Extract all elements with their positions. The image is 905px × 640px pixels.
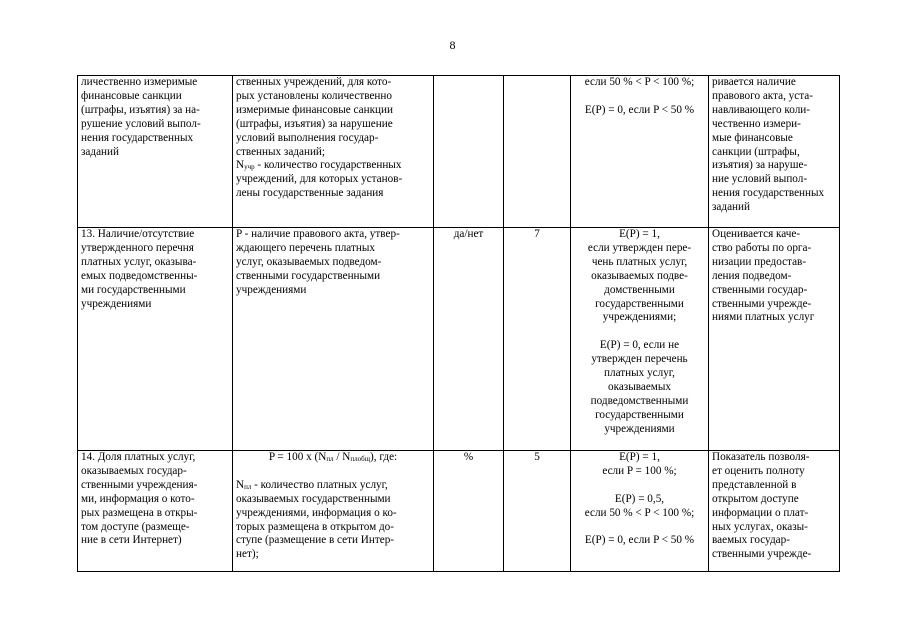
formula-variable: $N_{учр}$ - количество государственных [236, 159, 402, 172]
page-number: 8 [449, 38, 456, 52]
indicators-table [77, 75, 840, 572]
text-line: государственными [595, 408, 684, 421]
evaluation-cell [571, 451, 709, 572]
weight-cell: 5 [504, 451, 571, 572]
text-line: утвержден перечень [591, 353, 688, 366]
text-line: E(P) = 0, если P < 50 % [584, 103, 695, 116]
blank-line [574, 521, 705, 535]
text-line: ми государственными [81, 283, 186, 296]
text-line: нет); [236, 548, 259, 561]
text-line: открытом доступе [712, 492, 799, 505]
text-line: изъятия) за наруше- [712, 159, 808, 172]
text-line: низации предостав- [712, 255, 807, 268]
text-line: заданий [81, 145, 120, 158]
text-line: навливающего коли- [712, 103, 811, 116]
unit-cell: % [434, 451, 504, 572]
text-line: E(P) = 0, если P < 50 % [584, 534, 695, 547]
text-line: рых размещена в откры- [81, 506, 198, 519]
table-row [78, 228, 840, 451]
text-line: ние условий выпол- [712, 173, 808, 186]
text-line: чественно измери- [712, 117, 801, 130]
text-line: торых размещена в открытом до- [236, 520, 395, 533]
comment-cell [709, 451, 840, 572]
weight-cell [504, 76, 571, 228]
text-line: ство работы по орга- [712, 241, 812, 254]
unit-cell: да/нет [434, 228, 504, 451]
blank-line [574, 90, 705, 104]
text-line: рушение условий выпол- [81, 117, 201, 130]
text-line: информации о плат- [712, 506, 809, 519]
text-line: ления подведом- [712, 269, 792, 282]
text-line: представленной в [712, 478, 797, 491]
text-line: ет оценить полноту [712, 464, 805, 477]
text-line: нения государственных [712, 187, 825, 200]
indicator-cell [78, 228, 233, 451]
formula-variable: $N_{пл}$ - количество платных услуг, [236, 478, 388, 491]
blank-line [574, 325, 705, 339]
weight-cell: 7 [504, 228, 571, 451]
text-line: платных услуг, [604, 367, 675, 380]
text-line: ственных заданий; [236, 145, 326, 158]
text-line: ственными учрежде- [712, 548, 812, 561]
text-line: (штрафы, изъятия) за нарушение [236, 117, 393, 130]
indicator-cell [78, 76, 233, 228]
text-line: ждающего перечень платных [236, 241, 375, 254]
text-line: утвержденного перечня [81, 241, 194, 254]
text-line: учреждений, для которых установ- [236, 173, 403, 186]
text-line: (штрафы, изъятия) за на- [81, 103, 200, 116]
text-line: учреждениями [81, 297, 152, 310]
text-line: заданий [712, 201, 751, 214]
text-line: учреждениями [604, 422, 675, 435]
text-line: Оценивается каче- [712, 228, 801, 240]
indicator-cell [78, 451, 233, 572]
evaluation-cell [571, 76, 709, 228]
text-line: личественно измеримые [81, 76, 198, 88]
text-line: ниями платных услуг [712, 311, 815, 324]
text-line: 13. Наличие/отсутствие [81, 228, 195, 240]
text-line: оказываемых подве- [591, 269, 688, 282]
text-line: 14. Доля платных услуг, [81, 451, 196, 463]
text-line: если 50 % < P < 100 %; [584, 76, 695, 88]
text-line: нения государственных [81, 131, 194, 144]
text-line: учреждениями [236, 283, 307, 296]
text-line: ваемых государ- [712, 534, 790, 547]
comment-cell [709, 228, 840, 451]
blank-line [574, 479, 705, 493]
text-line: условий выполнения государ- [236, 131, 379, 144]
table-row [78, 76, 840, 228]
text-line: E(P) = 0,5, [614, 492, 665, 505]
text-line: мые финансовые [712, 131, 793, 144]
text-line: оказываемых [607, 380, 672, 393]
text-line: учреждениями; [602, 311, 677, 324]
text-line: емых подведомственны- [81, 269, 198, 282]
text-line: ственными учреждения- [81, 478, 198, 491]
formula-main: P = 100 x $(N_{пл} / N_{плобщ})$, где: [268, 451, 398, 463]
formula-cell [233, 451, 434, 572]
text-line: ственными государ- [712, 283, 808, 296]
formula-cell [233, 228, 434, 451]
text-line: E(P) = 0, если не [599, 339, 680, 352]
text-line: том доступе (размеще- [81, 520, 190, 533]
text-line: санкции (штрафы, [712, 145, 800, 158]
comment-cell [709, 76, 840, 228]
evaluation-cell [571, 228, 709, 451]
text-line: ственными государственными [236, 269, 381, 282]
text-line: измеримые финансовые санкции [236, 103, 393, 116]
text-line: правового акта, уста- [712, 89, 813, 102]
text-line: P - наличие правового акта, утвер- [236, 228, 400, 240]
text-line: если утвержден пере- [587, 241, 692, 254]
text-line: ных услугах, оказы- [712, 520, 808, 533]
text-line: подведомственными [590, 394, 689, 407]
text-line: платных услуг, оказыва- [81, 255, 197, 268]
text-line: ственными учрежде- [712, 297, 812, 310]
text-line: ривается наличие [712, 76, 796, 88]
text-line: чень платных услуг, [591, 255, 688, 268]
text-line: ние в сети Интернет) [81, 534, 182, 547]
text-line: услуг, оказываемых подведом- [236, 255, 382, 268]
text-line: домственными [604, 283, 675, 296]
text-line: оказываемых государственными [236, 492, 391, 505]
text-line: ми, информация о кото- [81, 492, 195, 505]
text-line: оказываемых государ- [81, 464, 187, 477]
text-line: ственных учреждений, для кото- [236, 76, 392, 88]
text-line: рых установлены количественно [236, 89, 392, 102]
formula-cell [233, 76, 434, 228]
text-line: финансовые санкции [81, 89, 182, 102]
text-line: ступе (размещение в сети Интер- [236, 534, 395, 547]
text-line: лены государственные задания [236, 187, 384, 200]
text-line: учреждениями, информация о ко- [236, 506, 397, 519]
text-line: E(P) = 1, [619, 451, 660, 463]
text-line: государственными [595, 297, 684, 310]
text-line: если 50 % < P < 100 %; [584, 506, 695, 519]
table-row [78, 451, 840, 572]
text-line: E(P) = 1, [619, 228, 660, 240]
text-line: если P = 100 %; [602, 464, 677, 477]
text-line: Показатель позволя- [712, 451, 810, 463]
unit-cell [434, 76, 504, 228]
